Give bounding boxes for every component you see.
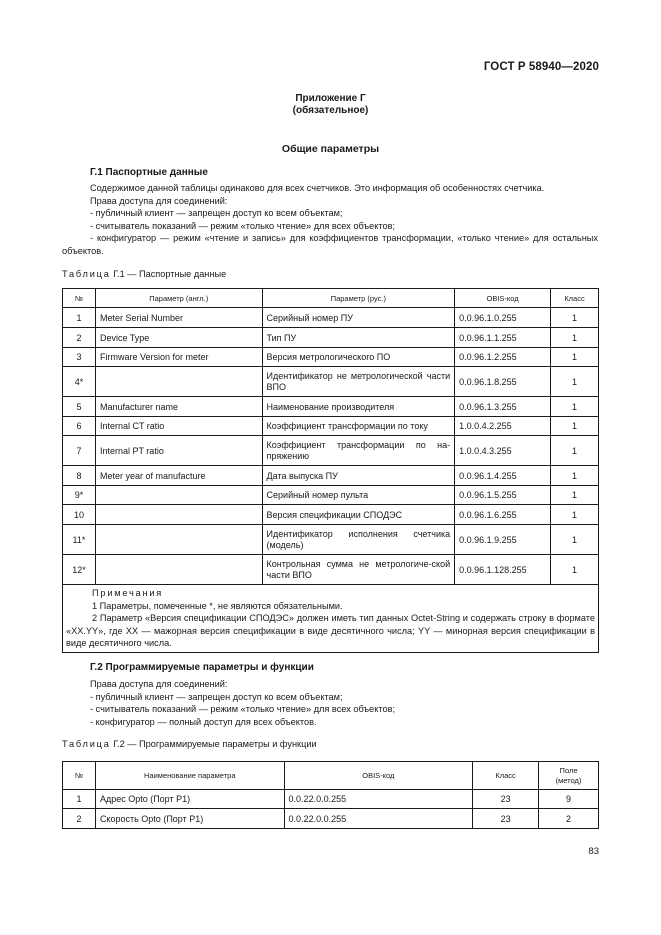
table2-caption [62,739,317,749]
note-1: 1 Параметры, помеченные *, не являются обязательными. [92,600,343,611]
table-row [63,809,599,829]
caption-text: Г.1 — Паспортные данные [113,269,227,279]
cell-class: 1 [551,505,599,525]
cell-num: 5 [63,397,96,417]
g2-line: - считыватель показаний — режим «только чтение» для всех объектов; [90,704,396,715]
cell-class: 1 [551,486,599,505]
table-row [63,486,599,505]
table-row [63,417,599,436]
table-row [63,328,599,348]
cell-class: 1 [551,367,599,397]
g1-heading: Г.1 Паспортные данные [90,167,208,178]
cell-en [95,486,262,505]
col-header: OBIS-код [284,762,473,790]
cell-name: Адрес Opto (Порт P1) [95,790,284,809]
cell-obis: 1.0.0.4.2.255 [455,417,551,436]
note-2: 2 Параметр «Версия спецификации СПОДЭС» должен иметь тип данных Octet-String и содержать строку в формате «XX.YY», где XX — мажорная версия спецификации в виде десятичного числа; YY — минорная версия спецификации в виде десятичного числа. [66,613,595,649]
col-header: Наименование параметра [95,762,284,790]
cell-ru: Дата выпуска ПУ [262,466,455,486]
g2-text [90,678,598,728]
cell-en [95,555,262,585]
cell-class: 23 [473,790,539,809]
cell-num: 12* [63,555,96,585]
cell-obis: 0.0.96.1.2.255 [455,348,551,367]
cell-field: 9 [539,790,599,809]
cell-class: 1 [551,348,599,367]
col-header-line: (метод) [555,775,582,785]
col-header: Параметр (англ.) [95,289,262,308]
col-header: Параметр (рус.) [262,289,455,308]
cell-num: 3 [63,348,96,367]
table-row [63,436,599,466]
cell-obis: 0.0.96.1.5.255 [455,486,551,505]
table-row [63,348,599,367]
cell-en: Meter year of manufacture [95,466,262,486]
notes-title: Примечания [92,588,164,598]
table-notes [63,585,599,653]
cell-en [95,525,262,555]
cell-obis: 0.0.96.1.1.255 [455,328,551,348]
cell-class: 1 [551,436,599,466]
g1-last-line: - конфигуратор — режим «чтение и запись» для коэффициентов трансформации, «только чтение» для остальных объектов. [62,233,598,256]
cell-ru: Версия спецификации СПОДЭС [262,505,455,525]
g1-line: Права доступа для соединений: [90,195,228,206]
standard-number: ГОСТ Р 58940—2020 [483,61,599,73]
cell-class: 1 [551,525,599,555]
cell-class: 1 [551,328,599,348]
table-row [63,367,599,397]
g1-line: Содержимое данной таблицы одинаково для всех счетчиков. Это информация об особенностях счетчика. [90,183,545,193]
cell-en: Internal CT ratio [95,417,262,436]
g1-line: - публичный клиент — запрещен доступ ко всем объектам; [90,208,343,219]
g1-line: - считыватель показаний — режим «только чтение» для всех объектов; [90,220,396,231]
table-row [63,525,599,555]
programmable-table [62,761,599,829]
cell-field: 2 [539,809,599,829]
cell-en: Device Type [95,328,262,348]
cell-en: Firmware Version for meter [95,348,262,367]
table1-caption [62,269,226,279]
cell-class: 1 [551,308,599,328]
cell-num: 8 [63,466,96,486]
cell-num: 9* [63,486,96,505]
cell-num: 10 [63,505,96,525]
caption-text: Г.2 — Программируемые параметры и функции [113,739,317,749]
col-header: № [63,762,96,790]
g2-line: - публичный клиент — запрещен доступ ко всем объектам; [90,691,343,702]
cell-ru: Контрольная сумма не метрологиче-ской части ВПО [262,555,455,585]
cell-num: 1 [63,790,96,809]
cell-obis: 0.0.96.1.9.255 [455,525,551,555]
cell-num: 4* [63,367,96,397]
cell-obis: 0.0.96.1.8.255 [455,367,551,397]
col-header: Класс [551,289,599,308]
cell-num: 11* [63,525,96,555]
cell-obis: 0.0.96.1.3.255 [455,397,551,417]
table-row [63,466,599,486]
g2-line: Права доступа для соединений: [90,679,228,689]
cell-ru: Серийный номер ПУ [262,308,455,328]
g2-line: - конфигуратор — полный доступ для всех объектов. [90,716,317,727]
cell-ru: Тип ПУ [262,328,455,348]
cell-class: 1 [551,466,599,486]
cell-obis: 0.0.22.0.0.255 [284,790,473,809]
cell-en [95,367,262,397]
cell-num: 7 [63,436,96,466]
cell-ru: Версия метрологического ПО [262,348,455,367]
table-row [63,308,599,328]
appendix-subtitle: (обязательное) [292,105,369,116]
col-header: № [63,289,96,308]
passport-table [62,288,599,653]
cell-obis: 0.0.96.1.4.255 [455,466,551,486]
cell-class: 23 [473,809,539,829]
cell-num: 6 [63,417,96,436]
cell-obis: 1.0.0.4.3.255 [455,436,551,466]
cell-ru: Коэффициент трансформации по току [262,417,455,436]
col-header: OBIS-код [455,289,551,308]
table-row [63,790,599,809]
table-header-row [63,289,599,308]
cell-obis: 0.0.96.1.0.255 [455,308,551,328]
cell-num: 2 [63,809,96,829]
appendix-heading [0,93,661,117]
cell-class: 1 [551,417,599,436]
cell-ru: Коэффициент трансформации по на-пряжению [262,436,455,466]
table-notes-row [63,585,599,653]
cell-en: Meter Serial Number [95,308,262,328]
section-title: Общие параметры [281,143,380,155]
g2-heading: Г.2 Программируемые параметры и функции [90,662,314,673]
cell-class: 1 [551,397,599,417]
appendix-title: Приложение Г [295,93,366,104]
col-header [539,762,599,790]
table-row [63,555,599,585]
page-number: 83 [588,846,599,857]
cell-ru: Идентификатор исполнения счетчика (модель) [262,525,455,555]
cell-class: 1 [551,555,599,585]
cell-ru: Наименование производителя [262,397,455,417]
cell-ru: Идентификатор не метрологической части ВПО [262,367,455,397]
cell-name: Скорость Opto (Порт P1) [95,809,284,829]
cell-en: Internal PT ratio [95,436,262,466]
cell-en [95,505,262,525]
cell-en: Manufacturer name [95,397,262,417]
cell-obis: 0.0.22.0.0.255 [284,809,473,829]
col-header: Класс [473,762,539,790]
cell-ru: Серийный номер пульта [262,486,455,505]
cell-num: 2 [63,328,96,348]
caption-word: Таблица [62,269,111,279]
table-row [63,397,599,417]
g1-text [90,182,598,232]
col-header-line: Поле [559,765,578,775]
caption-word: Таблица [62,739,111,749]
cell-obis: 0.0.96.1.6.255 [455,505,551,525]
cell-num: 1 [63,308,96,328]
cell-obis: 0.0.96.1.128.255 [455,555,551,585]
table-row [63,505,599,525]
table-header-row [63,762,599,790]
